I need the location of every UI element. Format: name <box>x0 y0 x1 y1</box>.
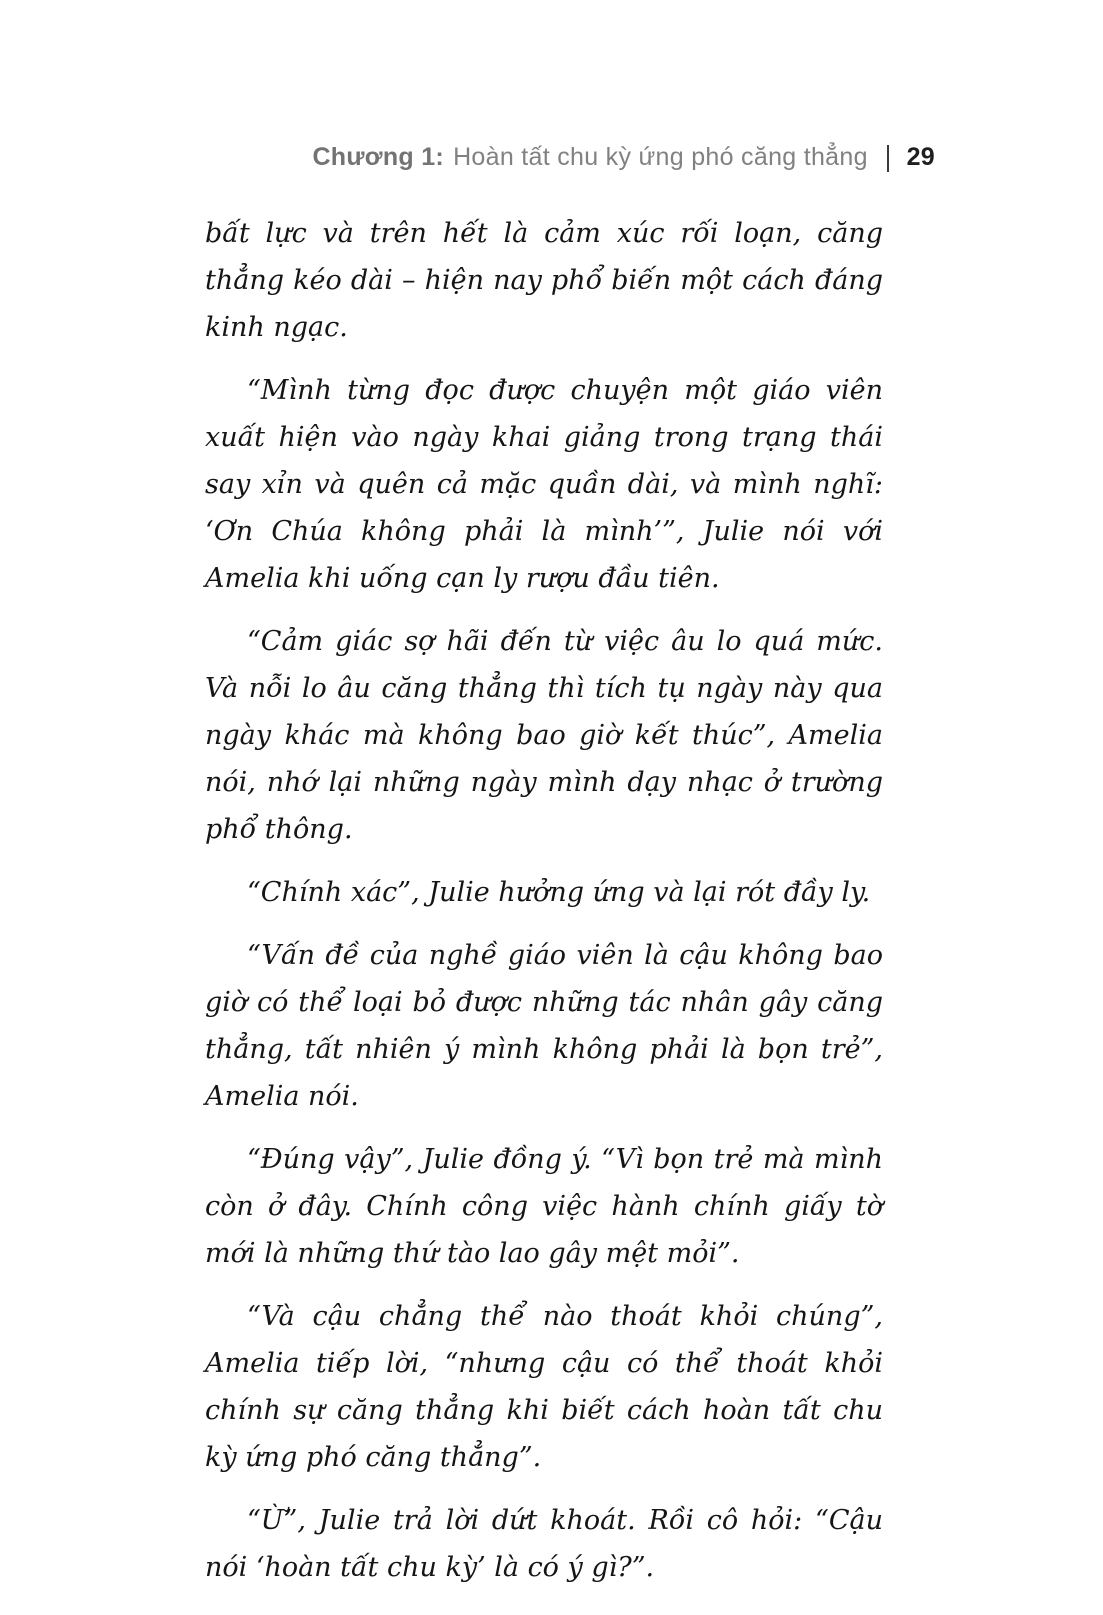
paragraph: “Đúng vậy”, Julie đồng ý. “Vì bọn trẻ mà mình còn ở đây. Chính công việc hành chính giấy tờ mới là những thứ tào lao gây mệt mỏi”. <box>205 1144 883 1269</box>
page-number: 29 <box>906 143 935 171</box>
paragraph: “Vấn đề của nghề giáo viên là cậu không bao giờ có thể loại bỏ được những tác nhân gây căng thẳng, tất nhiên ý mình không phải là bọn trẻ”, Amelia nói. <box>205 940 883 1112</box>
chapter-label: Chương 1: <box>312 143 445 171</box>
paragraph: “Mình từng đọc được chuyện một giáo viên xuất hiện vào ngày khai giảng trong trạng thái say xỉn và quên cả mặc quần dài, và mình nghĩ: ‘Ơn Chúa không phải là mình’”, Julie nói với Amelia khi uống cạn ly rượu đầu tiên. <box>205 375 883 594</box>
paragraph: “Cảm giác sợ hãi đến từ việc âu lo quá mức. Và nỗi lo âu căng thẳng thì tích tụ ngày này qua ngày khác mà không bao giờ kết thúc”, Amelia nói, nhớ lại những ngày mình dạy nhạc ở trường phổ thông. <box>205 626 883 845</box>
paragraph: “Ừ”, Julie trả lời dứt khoát. Rồi cô hỏi: “Cậu nói ‘hoàn tất chu kỳ’ là có ý gì?”. <box>205 1505 883 1583</box>
header-separator: | <box>884 140 892 174</box>
page-header <box>0 141 935 173</box>
body-text-block <box>205 210 883 1607</box>
chapter-title: Hoàn tất chu kỳ ứng phó căng thẳng <box>453 143 868 171</box>
paragraph: “Và cậu chẳng thể nào thoát khỏi chúng”, Amelia tiếp lời, “nhưng cậu có thể thoát khỏi chính sự căng thẳng khi biết cách hoàn tất chu kỳ ứng phó căng thẳng”. <box>205 1301 883 1473</box>
paragraph: “Chính xác”, Julie hưởng ứng và lại rót đầy ly. <box>247 877 871 908</box>
paragraph-continuation: bất lực và trên hết là cảm xúc rối loạn, căng thẳng kéo dài – hiện nay phổ biến một cách đáng kinh ngạc. <box>205 218 883 343</box>
